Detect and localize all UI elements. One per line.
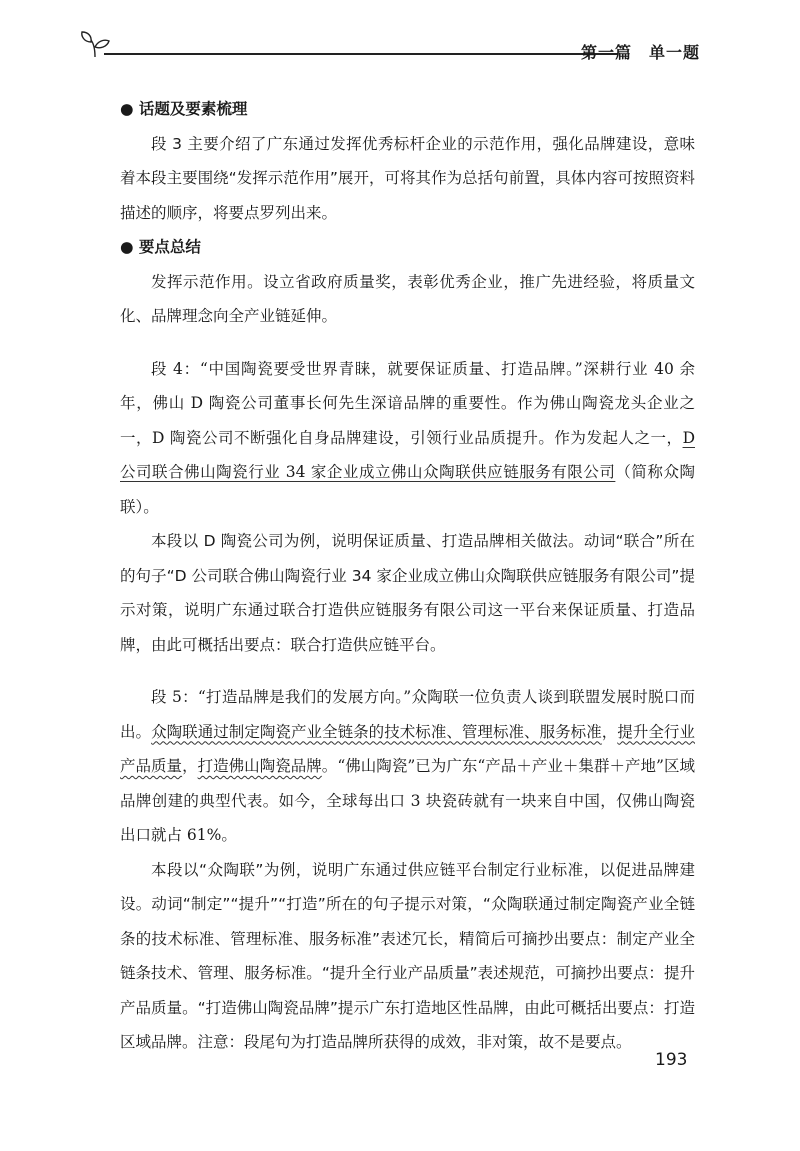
page-header	[78, 30, 700, 64]
spacer	[120, 662, 695, 680]
source-text: ，	[182, 757, 198, 775]
source-text: ，	[601, 722, 618, 741]
analysis-paragraph-3: 段 3 主要介绍了广东通过发挥优秀标杆企业的示范作用，强化品牌建设，意味着本段主要围绕“发挥示范作用”展开，可将其作为总括句前置，具体内容可按照资料描述的顺序，将要点罗列出来。	[120, 134, 695, 222]
summary-paragraph: 发挥示范作用。设立省政府质量奖，表彰优秀企业，推广先进经验，将质量文化、品牌理念向全产业链延伸。	[120, 272, 695, 325]
section-heading-topic: ● 话题及要素梳理	[120, 100, 248, 118]
running-title: 第一篇 单一题	[580, 43, 700, 62]
underlined-key-phrase: 众陶联通过制定陶瓷产业全链条的技术标准、管理标准、服务标准	[151, 722, 602, 741]
page-number: 193	[655, 1050, 688, 1070]
underlined-key-sentence: D 公司联合佛山陶瓷行业 34 家企业成立佛山众陶联供应链服务有限公司	[120, 428, 695, 481]
underlined-key-phrase: 打造佛山陶瓷品牌	[197, 757, 322, 775]
page-body	[120, 92, 695, 1060]
source-text: 段 4：“中国陶瓷要受世界青睐，就要保证质量、打造品牌。”深耕行业 40 余年，佛山 D 陶瓷公司董事长何先生深谙品牌的重要性。作为佛山陶瓷龙头企业之一，D 陶瓷公司不断强化自身品牌建设，引领行业品质提升。作为发起人之一，	[120, 359, 695, 447]
underlined-key-phrase: 提升全行业产品质量	[120, 722, 695, 775]
leaf-icon	[78, 30, 112, 60]
analysis-paragraph-5: 本段以“众陶联”为例，说明广东通过供应链平台制定行业标准，以促进品牌建设。动词“制定”“提升”“打造”所在的句子提示对策，“众陶联通过制定陶瓷产业全链条的技术标准、管理标准、服务标准”表述冗长，精简后可摘抄出要点：制定产业全链条技术、管理、服务标准。“提升全行业产品质量”表述规范，可摘抄出要点：提升产品质量。“打造佛山陶瓷品牌”提示广东打造地区性品牌，由此可概括出要点：打造区域品牌。注意：段尾句为打造品牌所获得的成效，非对策，故不是要点。	[120, 860, 695, 1051]
analysis-paragraph-4: 本段以 D 陶瓷公司为例，说明保证质量、打造品牌相关做法。动词“联合”所在的句子“D 公司联合佛山陶瓷行业 34 家企业成立佛山众陶联供应链服务有限公司”提示对策，说明广东通过联合打造供应链服务有限公司这一平台来保证质量、打造品牌，由此可概括出要点：联合打造供应链平台。	[120, 532, 695, 654]
source-text: 。“佛山陶瓷”已为广东“产品＋产业＋集群＋产地”区域品牌创建的典型代表。如今，全球每出口 3 块瓷砖就有一块来自中国，仅佛山陶瓷出口就占 61%。	[120, 757, 695, 844]
section-heading-summary: ● 要点总结	[120, 238, 201, 256]
spacer	[120, 334, 695, 352]
source-paragraph-4	[120, 352, 695, 525]
header-rule	[104, 53, 618, 55]
source-text: （简称众陶联）。	[120, 463, 695, 516]
source-paragraph-5	[120, 680, 695, 853]
source-text: 段 5：“打造品牌是我们的发展方向。”众陶联一位负责人谈到联盟发展时脱口而出。	[120, 688, 695, 741]
